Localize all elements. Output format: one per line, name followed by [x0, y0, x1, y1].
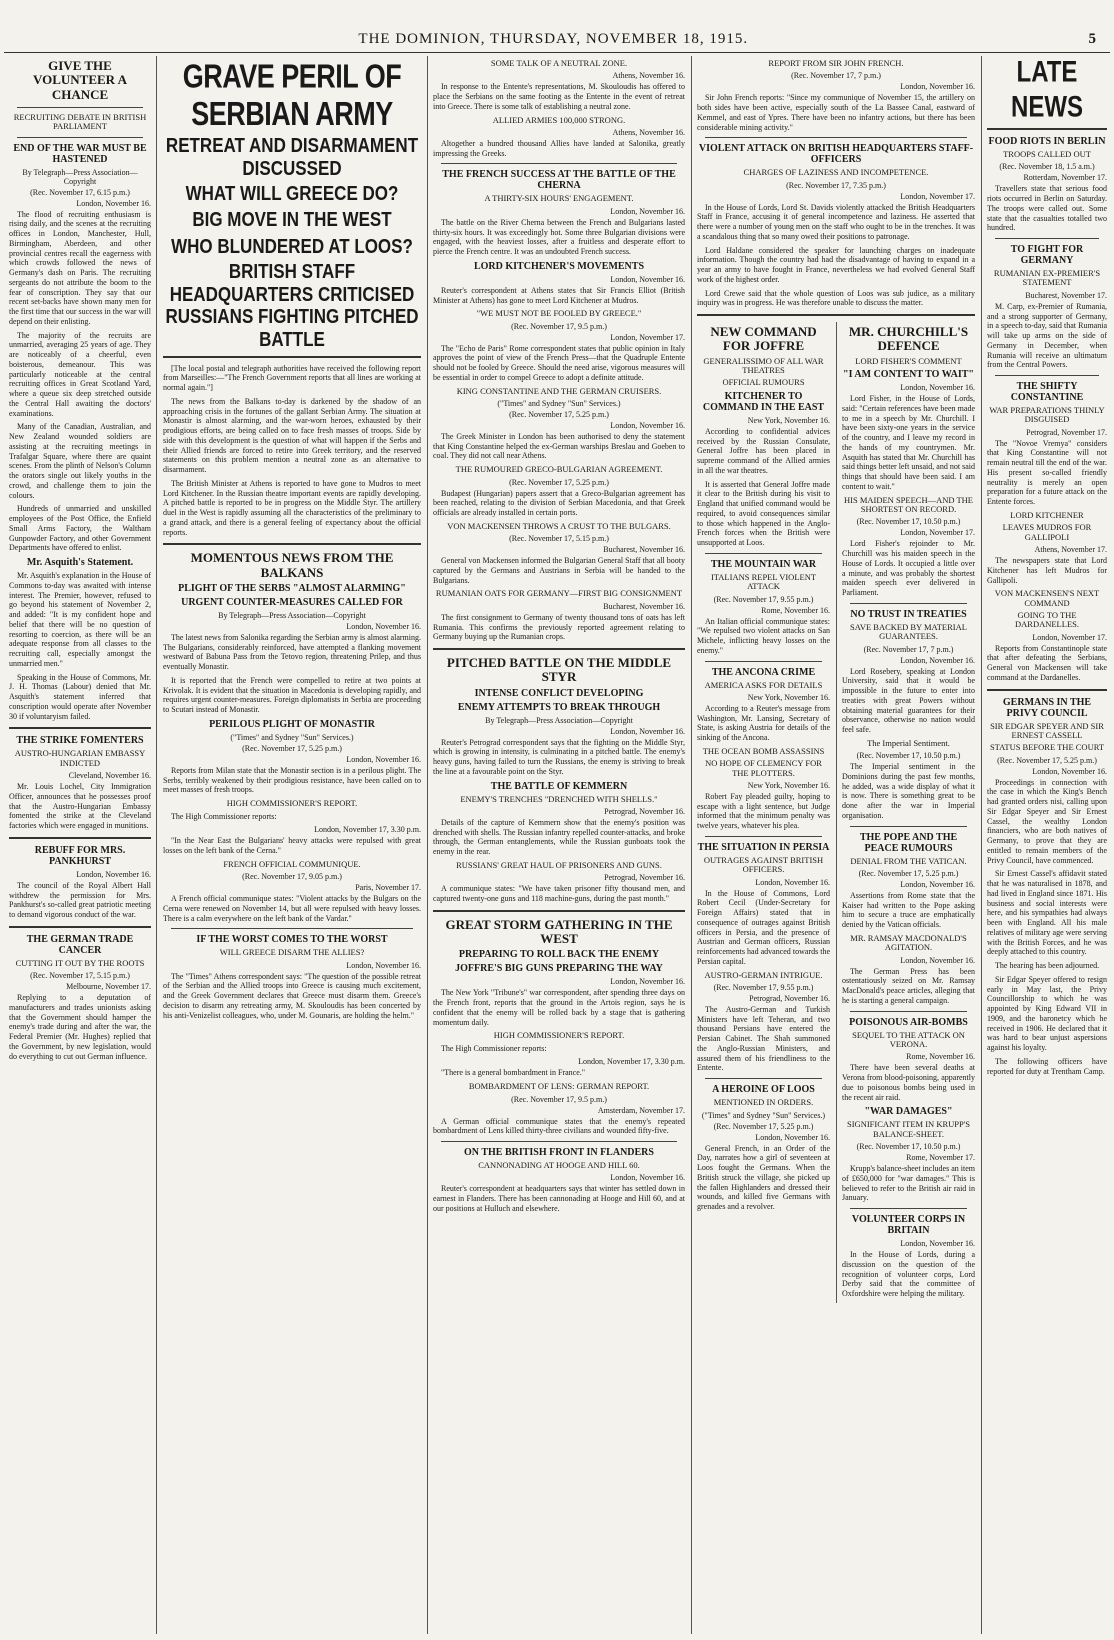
article-paragraph: Proceedings in connection with the case in which the King's Bench had granted orders nisi, calling upon Sir Edgar Speyer and Sir Ernest Cassel, the wealthy London financiers, who are both natives of Germany, to prove that they are entitled to remain members of the Privy Council, have commenced.	[987, 777, 1107, 865]
place-date: Rotterdam, November 17.	[1023, 173, 1107, 183]
subheadline: END OF THE WAR MUST BE HASTENED	[13, 142, 147, 165]
place-date: London, November 16.	[900, 655, 975, 665]
article-paragraph: The Austro-German and Turkish Ministers have left Teheran, and two thousand Persians have entered the Persian Cabinet. The Shah summoned the Anglo-Russian Ministers, and assured them of his friendliness to the Entente.	[697, 1004, 830, 1073]
subheadline: The Imperial Sentiment.	[867, 737, 950, 748]
headline: A HEROINE OF LOOS	[712, 1084, 815, 1096]
headline: "WAR DAMAGES"	[864, 1106, 953, 1118]
column-5	[982, 56, 1112, 1634]
masthead	[0, 28, 1114, 50]
service-line: ("Times" and Sydney "Sun" Services.)	[497, 398, 621, 408]
headline: FOOD RIOTS IN BERLIN	[988, 136, 1106, 147]
subheadline: LORD KITCHENER	[1010, 509, 1084, 520]
subheadline: DENIAL FROM THE VATICAN.	[850, 855, 967, 866]
place-date: London, November 16.	[900, 879, 975, 889]
place-date: London, November 16.	[900, 955, 975, 965]
place-date: New York, November 16.	[747, 692, 830, 702]
place-date: London, November 17.	[900, 191, 975, 201]
section-subhead: Mr. Asquith's Statement.	[26, 557, 134, 569]
place-date: London, November 17.	[610, 332, 685, 342]
place-date: London, November 16.	[900, 383, 975, 393]
received-line: (Rec. November 17, 9.55 p.m.)	[713, 594, 814, 604]
received-line: (Rec. November 17, 5.25 p.m.)	[242, 743, 342, 753]
article-paragraph: Reports from Milan state that the Monastir section is in a perilous plight. The Serbs, terribly weakened by their prodigious resistance, have been called on to meet masses of fresh troops.	[163, 765, 421, 795]
headline: GIVE THE VOLUNTEER A CHANCE	[32, 58, 127, 102]
place-date: London, November 16.	[76, 198, 151, 208]
place-date: London, November 16.	[610, 420, 685, 430]
article-paragraph: In the House of Lords, during a discussion on the question of the recognition of volunteer corps, Lord Derby said that the committee of Oxfordshire were helping the military.	[842, 1250, 975, 1298]
column-rule	[156, 56, 157, 1634]
subheadline: HIGH COMMISSIONER'S REPORT.	[493, 1030, 625, 1041]
received-line: (Rec. November 17, 6.15 p.m.)	[30, 187, 130, 197]
headline: THE POPE AND THE PEACE RUMOURS	[859, 831, 958, 854]
subheadline: RUMANIAN OATS FOR GERMANY—FIRST BIG CONSIGNMENT	[435, 588, 683, 599]
headline: REBUFF FOR MRS. PANKHURST	[34, 844, 126, 867]
place-date: Petrograd, November 16.	[604, 873, 685, 883]
place-date: London, November 16.	[900, 1239, 975, 1248]
article-paragraph: "There is a general bombardment in France."	[441, 1068, 586, 1078]
place-date: Petrograd, November 16.	[604, 806, 685, 816]
place-date: New York, November 16.	[747, 780, 830, 790]
article-paragraph: Replying to a deputation of manufacturers and trades unionists asking that the Government should hamper the enemy's trade during and after the war, the Federal Premier (Mr. Hughes) replied that the Government, by new legislation, would do everything to cut out German influence.	[9, 993, 151, 1061]
headline: NO TRUST IN TREATIES	[850, 608, 967, 620]
article-paragraph: Sir John French reports: "Since my communique of November 15, the artillery on both sides have been active, especially south of the La Bassee Canal, eastward of Kemmel, and east of Ypres. There have been no infantry actions, but there has been considerable mining activity."	[697, 93, 975, 132]
subheadline: URGENT COUNTER-MEASURES CALLED FOR	[181, 596, 403, 608]
article-paragraph: Many of the Canadian, Australian, and New Zealand wounded soldiers are assisting at the recruiting meetings in Trafalgar Square, where there are quaint scenes. From the plinth of Nelson's Column the orators single out likely youths in the crowd, and challenge them to join the colours.	[9, 422, 151, 500]
received-line: (Rec. November 17, 9.55 p.m.)	[713, 982, 814, 992]
article-paragraph: Lord Fisher, in the House of Lords, said: "Certain references have been made to me in a speech by Mr. Churchill. I have been sixty-one years in the service of the country, and I leave my record in the hands of my countrymen. Mr. Asquith has stated that Mr. Churchill has said things better left unsaid, and not said things that should have been said. I am content to wait."	[842, 394, 975, 491]
subheadline: WILL GREECE DISARM THE ALLIES?	[219, 947, 365, 958]
place-date: Rome, November 16.	[761, 605, 830, 615]
place-date: Petrograd, November 17.	[1026, 427, 1107, 437]
subheadline: RUSSIANS' GREAT HAUL OF PRISONERS AND GUNS.	[456, 859, 662, 870]
subheadline: RECRUITING DEBATE IN BRITISH PARLIAMENT	[13, 111, 147, 132]
received-line: (Rec. November 17, 9.5 p.m.)	[511, 321, 607, 331]
headline: POISONOUS AIR-BOMBS	[849, 1016, 968, 1028]
received-line: (Rec. November 17, 5.15 p.m.)	[30, 971, 130, 981]
article-paragraph: The "Novoe Vremya" considers that King Constantine will not remain neutral till the end of the war. His present so-called friendly neutrality is merely an open preparation for a future attack on the Entente forces.	[987, 438, 1107, 507]
late-news-banner: LATE NEWS	[1011, 56, 1083, 124]
deck-headline: BIG MOVE IN THE WEST	[192, 208, 392, 232]
article-paragraph: According to a Reuter's message from Washington, Mr. Lansing, Secretary of State, is asking Austria for details of the sinking of the Ancona.	[697, 703, 830, 743]
article-paragraph: In the House of Commons, Lord Robert Cecil (Under-Secretary for Foreign Affairs) stated that in consequence of outrages against British officers in Persia, and the presence of Austrian and German officers, Russian reinforcements had advanced towards the Persian capital.	[697, 888, 830, 966]
place-date: Bucharest, November 17.	[1025, 290, 1107, 300]
place-date: Bucharest, November 16.	[603, 601, 685, 611]
article-paragraph: Reports from Constantinople state that after defeating the Serbians, General von Mackensen will take command at the Dardanelles.	[987, 643, 1107, 682]
subheadline: THE RUMOURED GRECO-BULGARIAN AGREEMENT.	[455, 464, 663, 475]
headline: GERMANS IN THE PRIVY COUNCIL	[1002, 696, 1092, 719]
top-rule	[4, 52, 1110, 53]
subheadline: MR. RAMSAY MACDONALD'S AGITATION.	[850, 932, 967, 953]
place-date: Athens, November 17.	[1034, 545, 1107, 554]
credit-line: By Telegraph—Press Association—Copyright	[22, 167, 138, 186]
place-date: Petrograd, November 16.	[749, 993, 830, 1003]
article-paragraph: The hearing has been adjourned.	[995, 961, 1100, 971]
received-line: (Rec. November 18, 1.5 a.m.)	[999, 162, 1095, 172]
received-line: (Rec. November 17, 5.25 p.m.)	[509, 477, 609, 487]
place-date: London, November 16.	[346, 621, 421, 631]
article-paragraph: Krupp's balance-sheet includes an item of £650,000 for "war damages." This is believed to refer to the British air raid in January.	[842, 1164, 975, 1203]
subheadline: AUSTRO-GERMAN INTRIGUE.	[704, 969, 823, 980]
place-date: London, November 16.	[610, 726, 685, 736]
subheadline: "I AM CONTENT TO WAIT"	[843, 369, 974, 381]
article-paragraph: Speaking in the House of Commons, Mr. J. H. Thomas (Labour) denied that Mr. Asquith's statement inferred that conscription would operate after November 30 if voluntaryism failed.	[9, 672, 151, 721]
subheadline: HIGH COMMISSIONER'S REPORT.	[226, 798, 358, 809]
place-date: Paris, November 17.	[355, 883, 421, 893]
headline: MOMENTOUS NEWS FROM THE BALKANS	[190, 550, 394, 580]
received-line: (Rec. November 17, 5.25 p.m.)	[713, 1121, 814, 1131]
article-paragraph: In response to the Entente's representations, M. Skouloudis has offered to place the Serbians on the same footing as the Entente in the event of retreat into Greece. There is some talk of establishing a neutral zone.	[433, 82, 685, 111]
subheadline: AUSTRO-HUNGARIAN EMBASSY INDICTED	[14, 748, 146, 768]
subheadline: SIGNIFICANT ITEM IN KRUPP'S BALANCE-SHEET.	[847, 1119, 970, 1139]
place-date: London, November 16.	[610, 206, 685, 216]
article-paragraph: Budapest (Hungarian) papers assert that a Greco-Bulgarian agreement has been reached, relating to the division of Serbian Macedonia, and that Greek officials are already installed in certain ports.	[433, 488, 685, 518]
article-paragraph: Lord Rosebery, speaking at London University, said that it would be impossible in the future to enter into treaties with great Powers without obtaining material guarantees for their observance, otherwise no nation would feel safe.	[842, 666, 975, 734]
headline: LORD KITCHENER'S MOVEMENTS	[473, 260, 645, 272]
article-paragraph: The majority of the recruits are unmarried, averaging 25 years of age. They are noticeably of a cheerful, even boisterous, demeanour. This was particularly noticeable at the central recruiting offices in Great Scotland Yard, where a queue six deep stretched outside the Central Hall awaiting the doctors' examinations.	[9, 330, 151, 418]
article-paragraph: The High Commissioner reports:	[171, 811, 277, 821]
received-line: (Rec. November 17, 10.50 p.m.)	[856, 1142, 961, 1151]
headline: VOLUNTEER CORPS IN BRITAIN	[851, 1214, 966, 1236]
subheadline: GENERALISSIMO OF ALL WAR THEATRES	[703, 355, 824, 376]
headline: NEW COMMAND FOR JOFFRE	[710, 324, 817, 354]
column-4	[692, 56, 980, 1634]
received-line: (Rec. November 17, 10.50 p.m.)	[856, 751, 961, 761]
subheadline: CUTTING IT OUT BY THE ROOTS	[15, 957, 145, 968]
article-paragraph: An Italian official communique states: "We repulsed two violent attacks on San Michele, inflicting heavy losses on the enemy."	[697, 616, 830, 655]
article-paragraph: A German official communique states that the enemy's repeated bombardment of Lens killed thirty-three civilians and wounded fifty-five.	[433, 1116, 685, 1136]
headline: ON THE BRITISH FRONT IN FLANDERS	[464, 1147, 654, 1159]
place-date: London, November 16.	[346, 960, 421, 970]
article-paragraph: It is asserted that General Joffre made it clear to the British during his visit to England that unified command would be required, to avoid consequences similar to those which happened in the Anglo-French forces when the British were unsupported at Loos.	[697, 479, 830, 548]
article-paragraph: Lord Crewe said that the whole question of Loos was sub judice, as a military inquiry was in progress. He was therefore unable to discuss the matter.	[697, 288, 975, 308]
credit-line: By Telegraph—Press Association—Copyright	[218, 610, 366, 620]
subheadline: VON MACKENSEN THROWS A CRUST TO THE BULGARS.	[447, 520, 671, 531]
place-date: Cleveland, November 16.	[68, 771, 151, 781]
subheadline: GOING TO THE DARDANELLES.	[1015, 609, 1079, 630]
subheadline: TROOPS CALLED OUT	[1003, 149, 1091, 159]
deck-headline: WHO BLUNDERED AT LOOS?	[171, 235, 413, 258]
place-date: London, November 16.	[610, 977, 685, 987]
deck-headline: RUSSIANS FIGHTING PITCHED BATTLE	[165, 305, 419, 351]
article-paragraph: M. Carp, ex-Premier of Rumania, and a strong supporter of Germany, in a speech to-day, said that Rumania will take up arms on the side of Germany in December, when Rumania will receive an ultimatum from the Central Powers.	[987, 301, 1107, 370]
subheadline: REPORT FROM SIR JOHN FRENCH.	[768, 58, 904, 68]
received-line: (Rec. November 17, 7 p.m.)	[863, 644, 954, 654]
subheadline: PREPARING TO ROLL BACK THE ENEMY	[458, 949, 660, 961]
page-number: 5	[1088, 30, 1096, 47]
place-date: New York, November 16.	[747, 415, 830, 425]
subheadline: "WE MUST NOT BE FOOLED BY GREECE."	[476, 308, 642, 319]
subheadline: ALLIED ARMIES 100,000 STRONG.	[492, 114, 626, 125]
article-paragraph: Mr. Asquith's explanation in the House of Commons to-day was awaited with intense interest. The Premier, however, refused to go beyond his statement of November 2, and added: "It is my confident hope and belief that there will be no question of resorting to coercion, as there will be an adequate response from all classes to the recruiting call, especially amongst the unmarried men."	[9, 571, 151, 668]
received-line: (Rec. November 17, 5.25 p.m.)	[858, 868, 959, 878]
received-line: (Rec. November 17, 7.35 p.m.)	[786, 180, 886, 190]
place-date: London, November 17.	[900, 528, 975, 538]
subheadline: VON MACKENSEN'S NEXT COMMAND	[994, 588, 1100, 608]
article-paragraph: Lord Fisher's rejoinder to Mr. Churchill was his maiden speech in the House of Lords. It occupied a little over a minute, and was probably the shortest maiden speech ever delivered in Parliament.	[842, 539, 975, 598]
deck-headline: BRITISH STAFF HEADQUARTERS CRITICISED	[169, 259, 415, 306]
deck-headline: WHAT WILL GREECE DO?	[185, 181, 399, 205]
article-paragraph: There have been several deaths at Verona from blood-poisoning, apparently due to poisonous bombs being used in the recent air raid.	[842, 1063, 975, 1102]
subcolumn-right	[836, 322, 975, 1303]
article-paragraph: The latest news from Salonika regarding the Serbian army is almost alarming. The Bulgarians, considerably reinforced, have attempted a flanking movement westward of Babuna Pass from the Tetovo region, threatening Prilep, and thus eventually Monastir.	[163, 632, 421, 672]
article-paragraph: The British Minister at Athens is reported to have gone to Mudros to meet Lord Kitchener. In the Russian theatre important events are rapidly developing. A pitched battle is reported to be in progress on the Middle Styr. The artillery duel in the West is rapidly assuming all the characteristics of the preliminary to a grand attack, and there is a general feeling of expectancy about the official reports.	[163, 478, 421, 537]
article-paragraph: The Imperial sentiment in the Dominions during the past few months, he added, was a wide display of what it is now. There is something great to be done after the war in Imperial organisation.	[842, 762, 975, 820]
article-paragraph: The New York "Tribune's" war correspondent, after spending three days on the French front, reports that the ground in the Artois region, says he is confident that the enemy will be rolled back by a stage that is gathering momentum daily.	[433, 988, 685, 1027]
service-line: ("Times" and Sydney "Sun" Services.)	[701, 1110, 826, 1120]
place-date: London, November 16.	[610, 1173, 685, 1183]
article-paragraph: The following officers have reported for duty at Trentham Camp.	[987, 1056, 1107, 1076]
subheadline: BOMBARDMENT OF LENS: GERMAN REPORT.	[468, 1081, 650, 1092]
subheadline: A THIRTY-SIX HOURS' ENGAGEMENT.	[484, 193, 634, 204]
place-date: Athens, November 16.	[612, 127, 685, 137]
headline: PITCHED BATTLE ON THE MIDDLE STYR	[446, 655, 672, 685]
article-paragraph: It is reported that the French were compelled to retire at two points at Krivolak. It is evident that the situation in Macedonia is developing rapidly, and requires urgent counter-measures. Foreign diplomatists in Serbia are proceeding to Scutari instead of Monastir.	[163, 675, 421, 715]
subheadline: LORD FISHER'S COMMENT	[855, 355, 962, 366]
article-paragraph: Reuter's Petrograd correspondent says that the fighting on the Middle Styr, which is growing in intensity, is culminating in a pitched battle. The enemy's heavy guns, having failed to turn the Russians, the enemy is striving to break the line at a favourable point on the Styr.	[433, 737, 685, 776]
headline: THE SHIFTY CONSTANTINE	[1010, 381, 1084, 404]
subheadline: WAR PREPARATIONS THINLY DISGUISED	[989, 405, 1105, 425]
subheadline: ENEMY ATTEMPTS TO BREAK THROUGH	[457, 701, 661, 713]
headline: THE FRENCH SUCCESS AT THE BATTLE OF THE CHERNA	[442, 169, 676, 192]
article-paragraph: The newspapers state that Lord Kitchener has left Mudros for Gallipoli.	[987, 556, 1107, 585]
article-paragraph: The council of the Royal Albert Hall withdrew the permission for Mrs. Pankhurst's so-called great patriotic meeting to demand vigorous conduct of the war.	[9, 880, 151, 920]
place-date: Amsterdam, November 17.	[597, 1105, 685, 1115]
column-3	[428, 56, 690, 1634]
subheadline: FRENCH OFFICIAL COMMUNIQUE.	[223, 858, 361, 869]
place-date: London, November 17.	[1032, 632, 1107, 642]
article-paragraph: The Greek Minister in London has been authorised to deny the statement that King Constantine helped the ex-German warships Breslau and Goeben to coal. They did not call near Athens.	[433, 431, 685, 461]
article-paragraph: Travellers state that serious food riots occurred in Berlin on Saturday. The troops were called out. Some state that the casualties totalled two hundred.	[987, 184, 1107, 233]
subheadline: RUMANIAN EX-PREMIER'S STATEMENT	[993, 268, 1101, 288]
headline: GREAT STORM GATHERING IN THE WEST	[445, 916, 673, 947]
place-date: London, November 16.	[76, 869, 151, 879]
article-paragraph: Details of the capture of Kemmern show that the enemy's position was drenched with shells. The Russian infantry repelled counter-attacks, and broke through, the German entanglements, while the Russian gunboats took the enemy in the rear.	[433, 817, 685, 857]
place-date: Athens, November 16.	[612, 71, 685, 81]
place-date: London, November 16.	[346, 754, 421, 764]
subheadline: ITALIANS REPEL VIOLENT ATTACK	[710, 571, 817, 592]
received-line: (Rec. November 17, 5.15 p.m.)	[509, 534, 609, 544]
subheadline: HIS MAIDEN SPEECH—AND THE SHORTEST ON RECORD.	[844, 494, 973, 514]
subheadline: ENEMY'S TRENCHES "DRENCHED WITH SHELLS."	[460, 793, 658, 804]
article-paragraph: The "Echo de Paris" Rome correspondent states that public opinion in Italy approves the point of view of the French Press—that the Quadruple Entente should not be fooled by Greece. Should the need arise, vigorous measures will be essential in order to compel Greece to adopt a definite attitude.	[433, 343, 685, 382]
place-date: Rome, November 17.	[906, 1153, 975, 1162]
column-1	[4, 56, 156, 1634]
received-line: (Rec. November 17, 9.5 p.m.)	[511, 1094, 607, 1104]
article-paragraph: Mr. Louis Lochel, City Immigration Officer, announces that he possesses proof that the Austro-Hungarian Embassy fomented the strike at the Cleveland factories which were engaged in munitions.	[9, 782, 151, 831]
subheadline: JOFFRE'S BIG GUNS PREPARING THE WAY	[455, 963, 663, 975]
subheadline: PLIGHT OF THE SERBS "ALMOST ALARMING"	[178, 582, 406, 594]
article-paragraph: General von Mackensen informed the Bulgarian General Staff that all booty captured by the Germans and Austrians in Serbia will be handed to the Bulgarians.	[433, 556, 685, 585]
service-line: ("Times" and Sydney "Sun" Services.)	[230, 732, 354, 742]
received-line: (Rec. November 17, 10.50 p.m.)	[856, 517, 961, 527]
article-paragraph: The "Times" Athens correspondent says: "The question of the possible retreat of the Serbian and the Allied troops into Greece is causing much excitement, and the Greek Government declares that Greece must disarm them. Greece's decision to disarm any retreating army, M. Skouloudis has been concerted by his anti-Venizelist colleagues, who, under M. Gounaris, are holding the helm."	[163, 971, 421, 1020]
subheadline: THE OCEAN BOMB ASSASSINS	[702, 745, 825, 756]
article-paragraph: The news from the Balkans to-day is darkened by the shadow of an approaching crisis in the fortunes of the gallant Serbian Army. The situation at Monastir is almost alarming, and the war-worn heroes, exhausted by their prodigious efforts, are being called on to face fresh masses of troops. Side by side with this development is the question of what will happen if the Serbs and their Allied friends are forced to retire into Greek territory, and the reserved statements on this problem mention a neutral zone as an alternative to disarmament.	[163, 396, 421, 475]
received-line: (Rec. November 17, 5.25 p.m.)	[997, 755, 1097, 765]
subheadline: CHARGES OF LAZINESS AND INCOMPETENCE.	[743, 167, 929, 178]
headline: THE STRIKE FOMENTERS	[16, 735, 144, 747]
place-date: London, November 16.	[610, 274, 685, 284]
subheadline: LEAVES MUDROS FOR GALLIPOLI	[1002, 522, 1092, 542]
editor-note: [The local postal and telegraph authorities have received the following report from Marseilles:—"The French Government reports that all lines are working at normal again."]	[163, 363, 421, 393]
article-paragraph: Hundreds of unmarried and unskilled employees of the Post Office, the Enfield Small Arms Factory, the Waltham Gunpowder Factory, and other Government Departments have offered to enlist.	[9, 504, 151, 553]
received-line: (Rec. November 17, 9.05 p.m.)	[242, 872, 342, 882]
subheadline: OUTRAGES AGAINST BRITISH OFFICERS.	[703, 854, 824, 875]
place-date: London, November 16.	[755, 1132, 830, 1142]
place-date: London, November 16.	[1032, 766, 1107, 776]
headline: MR. CHURCHILL'S DEFENCE	[848, 324, 969, 354]
subheadline: CANNONADING AT HOOGE AND HILL 60.	[478, 1160, 640, 1171]
subheadline: SOME TALK OF A NEUTRAL ZONE.	[490, 58, 628, 68]
subheadline: IF THE WORST COMES TO THE WORST	[196, 934, 388, 946]
article-paragraph: Sir Edgar Speyer offered to resign early in May last, the Privy Councillorship to which he was appointed by King Edward VII in 1909, and the baronetcy which he received in 1906. He declared that it was hard to bear unjust aspersions against his loyalty.	[987, 974, 1107, 1053]
subheadline: INTENSE CONFLICT DEVELOPING	[474, 687, 644, 699]
headline: THE ANCONA CRIME	[711, 666, 816, 678]
subcolumn-left	[697, 322, 830, 1303]
subheadline: KITCHENER TO COMMAND IN THE EAST	[702, 390, 825, 413]
headline: THE MOUNTAIN WAR	[710, 558, 817, 570]
newspaper-title: THE DOMINION, THURSDAY, NOVEMBER 18, 1915.	[358, 30, 749, 47]
article-paragraph: The High Commissioner reports:	[441, 1043, 547, 1053]
article-paragraph: A French official communique states: "Violent attacks by the Bulgars on the Cerna were renewed on November 14, but all were repulsed with heavy losses. There is a calm everywhere on the left bank of the Vardar."	[163, 894, 421, 923]
deck-headline: RETREAT AND DISARMAMENT DISCUSSED	[165, 134, 419, 180]
column-2	[158, 56, 426, 1634]
place-date: London, November 16.	[900, 82, 975, 92]
headline: VIOLENT ATTACK ON BRITISH HEADQUARTERS STAFF-OFFICERS	[698, 143, 974, 166]
subheadline: STATUS BEFORE THE COURT	[989, 742, 1105, 753]
headline: THE GERMAN TRADE CANCER	[26, 933, 134, 956]
article-paragraph: Robert Fay pleaded guilty, hoping to escape with a light sentence, but Judge informed that the minimum penalty was twelve years, whatever his plea.	[697, 791, 830, 831]
place-date: Bucharest, November 16.	[603, 545, 685, 555]
article-paragraph: The battle on the River Cherna between the French and Bulgarians lasted thirty-six hours. It was exceedingly hot. Some three Bulgarian divisions were engaged, with the heaviest losses, after a fruitless and desperate effort to pierce the French centre. It was an undoubted French success.	[433, 217, 685, 257]
article-paragraph: The flood of recruiting enthusiasm is rising daily, and the scenes at the recruiting offices in London, Manchester, Hull, Birmingham, Aberdeen, and other provincial centres recall the eagerness with which crowds followed the news of Germany's dash on Paris. The recruiting sergeants do not attribute the boom to the fear of conscription. They say that our recent set-backs have shown many men for the first time that our success in the war will depend on their enlisting.	[9, 209, 151, 326]
subheadline: NO HOPE OF CLEMENCY FOR THE PLOTTERS.	[705, 758, 822, 778]
article-paragraph: Reuter's correspondent at headquarters says that winter has settled down in earnest in Flanders. There has been cannonading at Hooge and Hill 60, and at our positions at Hulluch and elsewhere.	[433, 1184, 685, 1213]
subheadline: KING CONSTANTINE AND THE GERMAN CRUISERS.	[456, 385, 662, 396]
article-paragraph: A communique states: "We have taken prisoner fifty thousand men, and captured twenty-one guns and 118 machine-guns, during the past month."	[433, 884, 685, 904]
credit-line: By Telegraph—Press Association—Copyright	[485, 715, 633, 725]
subheadline: SAVE BACKED BY MATERIAL GUARANTEES.	[850, 621, 967, 642]
subheadline: AMERICA ASKS FOR DETAILS	[704, 679, 823, 690]
place-date: London, November 16.	[755, 877, 830, 887]
subheadline: SEQUEL TO THE ATTACK ON VERONA.	[852, 1029, 965, 1049]
article-paragraph: According to confidential advices received by the Russian Consulate, General Joffre has been placed in supreme command of the Allied armies in all the war theatres.	[697, 426, 830, 475]
article-paragraph: Assertions from Rome state that the Kaiser had written to the Pope asking him to secure a truce are emphatically denied by the Vatican officials.	[842, 890, 975, 930]
subheadline: SIR EDGAR SPEYER AND SIR ERNEST CASSELL	[990, 720, 1104, 740]
article-paragraph: Lord Haldane considered the speaker for launching charges on inadequate information. Though the country had had the disadvantage of having to expand in a year an army to have fought in France, nevertheless we had evolved General Staff work of the highest order.	[697, 245, 975, 284]
place-date: London, November 17, 3.30 p.m.	[314, 825, 421, 835]
article-paragraph: Sir Ernest Cassel's affidavit stated that he was naturalised in 1878, and had lived in England since 1871. His business and social interests were here, and his sympathies had always been with England. All his male relatives of military age were serving with the British Forces, and he was deeply attached to this country.	[987, 869, 1107, 957]
subheadline: OFFICIAL RUMOURS	[722, 377, 805, 388]
place-date: Rome, November 16.	[906, 1052, 975, 1062]
article-paragraph: General French, in an Order of the Day, narrates how a girl of seventeen at Loos fought the Germans. When the British struck the village, she picked up the fallen Highlanders and dressed their wounds, and killed five Germans with grenades and a revolver.	[697, 1143, 830, 1211]
headline: TO FIGHT FOR GERMANY	[1010, 244, 1084, 267]
received-line: (Rec. November 17, 5.25 p.m.)	[509, 409, 609, 419]
headline: THE SITUATION IN PERSIA	[697, 841, 830, 853]
article-paragraph: "In the Near East the Bulgarians' heavy attacks were repulsed with great losses on the left bank of the Cerna."	[163, 836, 421, 855]
subheadline: PERILOUS PLIGHT OF MONASTIR	[209, 718, 375, 730]
received-line: (Rec. November 17, 7 p.m.)	[791, 71, 881, 81]
article-paragraph: Altogether a hundred thousand Allies have landed at Salonika, greatly impressing the Greeks.	[433, 138, 685, 158]
article-paragraph: The first consignment to Germany of twenty thousand tons of oats has left Rumania. This confirms the previously reported agreement relating to Germany buying up the Rumanian crops.	[433, 612, 685, 642]
main-headline: GRAVE PERIL OF SERBIAN ARMY	[182, 57, 402, 132]
article-paragraph: Reuter's correspondent at Athens states that Sir Francis Elliot (British Minister at Athens) has gone to meet Lord Kitchener at Mudros.	[433, 285, 685, 305]
subheadline: MENTIONED IN ORDERS.	[713, 1097, 814, 1108]
place-date: London, November 17, 3.30 p.m.	[578, 1057, 685, 1067]
article-paragraph: In the House of Lords, Lord St. Davids violently attacked the British Headquarters Staff in France, accusing it of general incompetence and laziness. He asserted that there were a number of young men on the staff who ought to be in the trenches. It was a scandalous thing that so many owed their positions to patronage.	[697, 202, 975, 241]
article-paragraph: The German Press has been ostentatiously seized on Mr. Ramsay MacDonald's peace articles, alleging that he is starting a general campaign.	[842, 966, 975, 1005]
place-date: Melbourne, November 17.	[66, 982, 151, 992]
subheadline: THE BATTLE OF KEMMERN	[490, 780, 628, 792]
